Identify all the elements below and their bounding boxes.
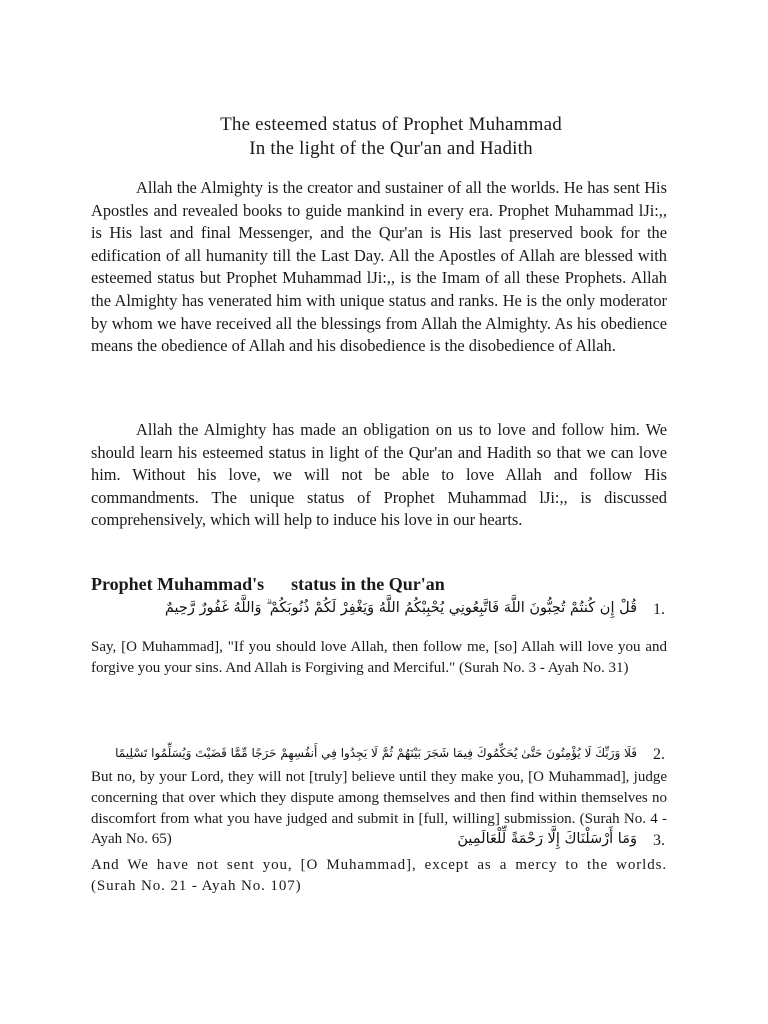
intro-paragraph: Allah the Almighty is the creator and sustainer of all the worlds. He has sent His Apostles and revealed books to guide mankind in every era. Prophet Muhammad lJi:,, is His last and final Messenger, and the Qur'an is His last preserved book for the edification of all humanity till the Last Day. All the Apostles of Allah are blessed with esteemed status but Prophet Muhammad lJi:,, is the Imam of all these Prophets. Allah the Almighty has venerated him with unique status and ranks. He is the only moderator by whom we have received all the blessings from Allah the Almighty. As his obedience means the obedience of Allah and his disobedience is the disobedience of Allah.: [91, 178, 667, 356]
ayah-translation: But no, by your Lord, they will not [truly] believe until they make you, [O Muhammad], judge concerning that over which they dispute among themselves and then find within themselves no discomfort from what you have judged and submit in [full, willing] submission. (Surah No. 4 - Ayah No. 65): [91, 769, 667, 848]
ayah-arabic-text: فَلَا وَرَبِّكَ لَا يُؤْمِنُونَ حَتَّىٰ يُحَكِّمُوكَ فِيمَا شَجَرَ بَيْنَهُمْ ثُمَّ لَا يَجِدُوا فِي أَنفُسِهِمْ حَرَجًا مِّمَّا قَضَيْتَ وَيُسَلِّمُوا تَسْلِيمًا: [115, 746, 637, 760]
ayah-3: [91, 826, 665, 856]
page-title: The esteemed status of Prophet Muhammad: [220, 114, 562, 135]
ayah-2: [91, 740, 665, 770]
page-subtitle: In the light of the Qur'an and Hadith: [249, 138, 533, 159]
ayah-translation: And We have not sent you, [O Muhammad], except as a mercy to the worlds. (Surah No. 21 - Ayah No. 107): [91, 857, 667, 894]
obligation-paragraph: Allah the Almighty has made an obligation on us to love and follow him. We should learn his esteemed status in light of the Qur'an and Hadith so that we can love him. Without his love, we will not be able to love Allah and follow His commandments. The unique status of Prophet Muhammad lJi:,, is discussed comprehensively, which will help to induce his love in our hearts.: [91, 420, 667, 530]
ayah-number: 3.: [653, 832, 665, 849]
ayah-number: 2.: [653, 746, 665, 763]
ayah-arabic-text: وَمَا أَرْسَلْنَاكَ إِلَّا رَحْمَةً لِّلْعَالَمِينَ: [457, 831, 637, 847]
section-heading: Prophet Muhammad's status in the Qur'an: [91, 574, 445, 594]
ayah-translation: Say, [O Muhammad], "If you should love Allah, then follow me, [so] Allah will love you and forgive you your sins. And Allah is Forgiving and Merciful." (Surah No. 3 - Ayah No. 31): [91, 639, 667, 676]
ayah-number: 1.: [653, 601, 665, 618]
ayah-arabic-text: قُلْ إِن كُنتُمْ تُحِبُّونَ اللَّهَ فَاتَّبِعُونِي يُحْبِبْكُمُ اللَّهُ وَيَغْفِرْ لَكُمْ ذُنُوبَكُمْ ۗ وَاللَّهُ غَفُورٌ رَّحِيمٌ: [164, 600, 637, 616]
ayah-1: [91, 595, 665, 625]
